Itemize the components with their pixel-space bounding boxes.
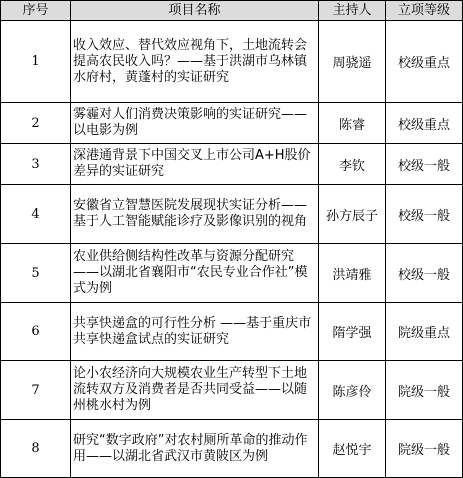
row-level: 院级一般 xyxy=(386,361,463,420)
row-level: 校级重点 xyxy=(386,103,463,144)
row-title: 农业供给侧结构性改革与资源分配研究——以湖北省襄阳市“农民专业合作社”模式为例 xyxy=(71,244,319,303)
row-title: 雾霾对人们消费决策影响的实证研究——以电影为例 xyxy=(71,103,319,144)
row-host: 孙方辰子 xyxy=(319,185,386,244)
table-row xyxy=(1,361,463,420)
table-row xyxy=(1,185,463,244)
row-title: 收入效应、替代效应视角下，土地流转会提高农民收入吗？——基于洪湖市乌林镇水府村，黄蓬村的实证研究 xyxy=(71,21,319,103)
row-level: 校级一般 xyxy=(386,185,463,244)
row-num: 2 xyxy=(1,103,71,144)
row-title: 深港通背景下中国交叉上市公司A+H股价差异的实证研究 xyxy=(71,144,319,185)
row-level: 院级一般 xyxy=(386,420,463,478)
row-title: 共享快递盒的可行性分析 ——基于重庆市共享快递盒试点的实证研究 xyxy=(71,303,319,361)
row-host: 周骁遥 xyxy=(319,21,386,103)
header-host: 主持人 xyxy=(319,1,386,21)
row-num: 7 xyxy=(1,361,71,420)
table-row xyxy=(1,303,463,361)
row-host: 洪靖雅 xyxy=(319,244,386,303)
row-level: 校级一般 xyxy=(386,144,463,185)
row-num: 8 xyxy=(1,420,71,478)
table-row xyxy=(1,420,463,478)
row-level: 院级重点 xyxy=(386,303,463,361)
row-level: 校级一般 xyxy=(386,244,463,303)
row-num: 5 xyxy=(1,244,71,303)
row-host: 李钦 xyxy=(319,144,386,185)
row-title: 论小农经济向大规模农业生产转型下土地流转双方及消费者是否共同受益——以随州桃水村为例 xyxy=(71,361,319,420)
table-row xyxy=(1,103,463,144)
row-title: 研究“数字政府”对农村厕所革命的推动作用——以湖北省武汉市黄陂区为例 xyxy=(71,420,319,478)
row-num: 1 xyxy=(1,21,71,103)
row-num: 6 xyxy=(1,303,71,361)
row-host: 陈彦伶 xyxy=(319,361,386,420)
row-host: 隋学强 xyxy=(319,303,386,361)
header-title: 项目名称 xyxy=(71,1,319,21)
header-level: 立项等级 xyxy=(386,1,463,21)
table-row xyxy=(1,244,463,303)
table-row xyxy=(1,144,463,185)
row-host: 陈睿 xyxy=(319,103,386,144)
header-row xyxy=(1,1,463,21)
row-title: 安徽省立智慧医院发展现状实证分析——基于人工智能赋能诊疗及影像识别的视角 xyxy=(71,185,319,244)
table-row xyxy=(1,21,463,103)
row-num: 3 xyxy=(1,144,71,185)
row-num: 4 xyxy=(1,185,71,244)
row-level: 校级重点 xyxy=(386,21,463,103)
row-host: 赵悦宇 xyxy=(319,420,386,478)
header-num: 序号 xyxy=(1,1,71,21)
